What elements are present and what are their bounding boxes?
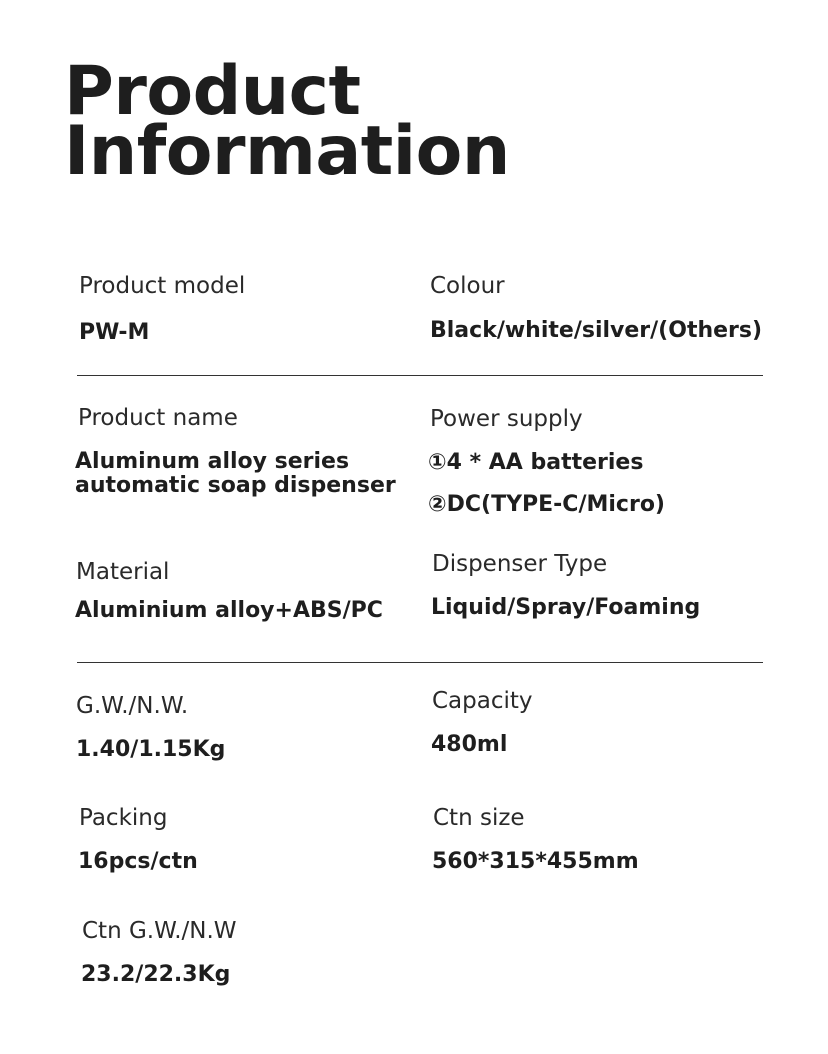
dispenser-type-value: Liquid/Spray/Foaming bbox=[431, 595, 701, 620]
power-supply-value bbox=[428, 442, 665, 526]
product-model-label: Product model bbox=[79, 273, 246, 299]
capacity-label: Capacity bbox=[432, 688, 533, 714]
colour-label: Colour bbox=[430, 273, 505, 299]
dispenser-type-label: Dispenser Type bbox=[432, 551, 608, 577]
product-model-value: PW-M bbox=[79, 320, 150, 345]
material-label: Material bbox=[76, 559, 170, 585]
colour-value: Black/white/silver/(Others) bbox=[430, 318, 763, 343]
section-divider-1 bbox=[77, 375, 763, 376]
section-divider-2 bbox=[77, 662, 763, 663]
ctn-gw-nw-value: 23.2/22.3Kg bbox=[81, 962, 231, 987]
gw-nw-value: 1.40/1.15Kg bbox=[76, 737, 226, 762]
ctn-size-label: Ctn size bbox=[433, 805, 525, 831]
power-supply-option-2: ②DC(TYPE-C/Micro) bbox=[428, 492, 665, 517]
product-name-line-2: automatic soap dispenser bbox=[75, 473, 396, 498]
title-line-1: Product bbox=[64, 52, 361, 131]
capacity-value: 480ml bbox=[431, 732, 508, 757]
ctn-gw-nw-label: Ctn G.W./N.W bbox=[82, 918, 237, 944]
ctn-size-value: 560*315*455mm bbox=[432, 849, 639, 874]
power-supply-label: Power supply bbox=[430, 406, 583, 432]
product-name-label: Product name bbox=[78, 405, 238, 431]
title-line-2: Information bbox=[64, 112, 510, 191]
gw-nw-label: G.W./N.W. bbox=[76, 693, 189, 719]
packing-value: 16pcs/ctn bbox=[78, 849, 198, 874]
packing-label: Packing bbox=[79, 805, 168, 831]
product-name-line-1: Aluminum alloy series bbox=[75, 449, 350, 474]
power-supply-option-1: ①4 * AA batteries bbox=[428, 450, 644, 475]
material-value: Aluminium alloy+ABS/PC bbox=[75, 598, 383, 623]
page-title bbox=[64, 52, 510, 191]
product-name-value bbox=[75, 450, 396, 498]
